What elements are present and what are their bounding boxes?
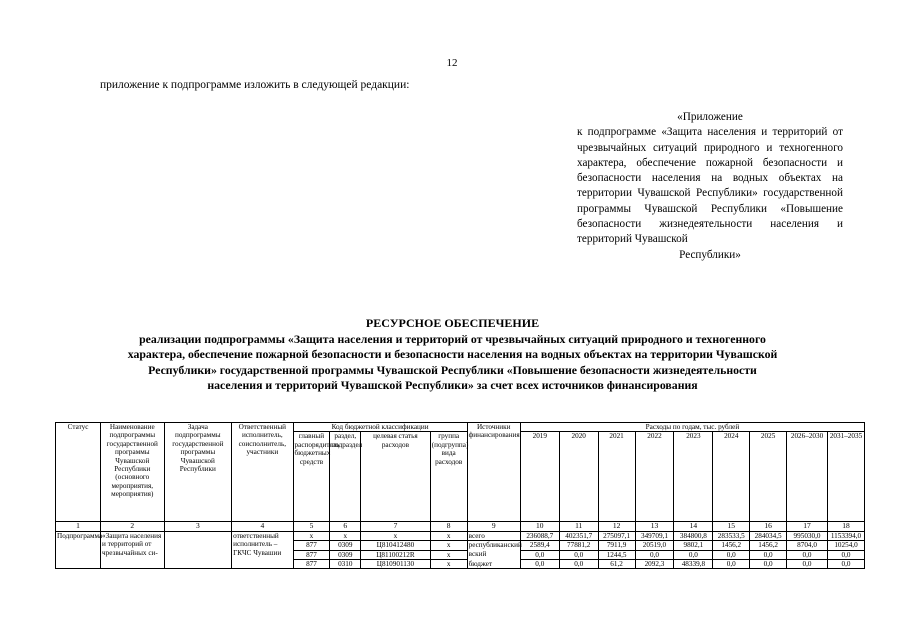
- col-num: 2: [101, 522, 164, 531]
- header-expenses: Расходы по годам, тыс. рублей: [520, 423, 864, 432]
- col-num: 11: [559, 522, 598, 531]
- col-num: 5: [293, 522, 330, 531]
- col-num: 1: [56, 522, 101, 531]
- table-row: [56, 531, 865, 540]
- value-cell: 0,0: [559, 560, 598, 569]
- col-num: 17: [787, 522, 828, 531]
- status-cell: Подпрограмма: [56, 531, 101, 569]
- source-cell: бюджет: [467, 560, 520, 569]
- header-group: группа (подгруппа) вида расходов: [430, 432, 467, 522]
- responsible-cell: ответственный исполнитель – ГКЧС Чувашии: [232, 531, 293, 569]
- value-cell: 0,0: [559, 550, 598, 559]
- appendix-block: [577, 110, 843, 263]
- target-cell: Ц810901130: [361, 560, 431, 569]
- header-year: 2023: [674, 432, 713, 522]
- value-cell: 236088,7: [520, 531, 559, 540]
- header-year: 2022: [635, 432, 674, 522]
- col-num: 6: [330, 522, 361, 531]
- value-cell: 402351,7: [559, 531, 598, 540]
- target-cell: x: [361, 531, 431, 540]
- value-cell: 9802,1: [674, 541, 713, 550]
- col-num: 7: [361, 522, 431, 531]
- task-cell: [164, 531, 232, 569]
- value-cell: 1456,2: [750, 541, 787, 550]
- value-cell: 20519,0: [635, 541, 674, 550]
- source-cell: всего: [467, 531, 520, 540]
- header-manager: главный распорядитель бюджетных средств: [293, 432, 330, 522]
- value-cell: 0,0: [750, 560, 787, 569]
- title-main: РЕСУРСНОЕ ОБЕСПЕЧЕНИЕ: [365, 316, 540, 330]
- manager-cell: 877: [293, 541, 330, 550]
- section-cell: 0310: [330, 560, 361, 569]
- col-num: 13: [635, 522, 674, 531]
- source-cell: вский: [467, 550, 520, 559]
- manager-cell: x: [293, 531, 330, 540]
- title-line-3: Республики» государственной программы Чувашской Республики «Повышение безопасности жизнедеятельности: [148, 362, 757, 377]
- title-line-1: реализации подпрограммы «Защита населения и территорий от чрезвычайных ситуаций природного и техногенного: [139, 331, 766, 346]
- target-cell: Ц810412480: [361, 541, 431, 550]
- value-cell: 0,0: [713, 550, 750, 559]
- value-cell: 2092,3: [635, 560, 674, 569]
- col-num: 12: [598, 522, 635, 531]
- value-cell: 0,0: [787, 560, 828, 569]
- header-target: целевая статья расходов: [361, 432, 431, 522]
- header-year: 2024: [713, 432, 750, 522]
- value-cell: 0,0: [828, 560, 865, 569]
- header-year: 2031–2035: [828, 432, 865, 522]
- value-cell: 284034,5: [750, 531, 787, 540]
- appendix-body: к подпрограмме «Защита населения и территорий от чрезвычайных ситуаций природного и техногенного характера, обеспечение пожарной безопасности и безопасности населения на водных объектах на территории Чувашской Республики» государственной программы Чувашской Республики «Повышение безопасности жизнедеятельности населения и территорий Чувашской: [577, 126, 843, 246]
- value-cell: 0,0: [787, 550, 828, 559]
- value-cell: 0,0: [750, 550, 787, 559]
- header-row-1: [56, 423, 865, 432]
- col-num: 3: [164, 522, 232, 531]
- value-cell: 2589,4: [520, 541, 559, 550]
- header-name: Наименование подпрограммы государственной программы Чувашской Республики (основного мероприятия, мероприятия): [101, 423, 164, 522]
- col-num: 9: [467, 522, 520, 531]
- appendix-tail: Республики»: [679, 248, 741, 261]
- col-num: 8: [430, 522, 467, 531]
- value-cell: 61,2: [598, 560, 635, 569]
- value-cell: 283533,5: [713, 531, 750, 540]
- value-cell: 0,0: [520, 560, 559, 569]
- value-cell: 0,0: [635, 550, 674, 559]
- value-cell: 48339,8: [674, 560, 713, 569]
- name-cell: «Защита населения и территорий от чрезвычайных си-: [101, 531, 164, 569]
- source-cell: республиканский: [468, 541, 522, 550]
- col-num: 15: [713, 522, 750, 531]
- manager-cell: 877: [293, 560, 330, 569]
- col-num: 10: [520, 522, 559, 531]
- section-cell: 0309: [330, 541, 361, 550]
- column-number-row: [56, 522, 865, 531]
- value-cell: 7911,9: [598, 541, 635, 550]
- header-year: 2021: [598, 432, 635, 522]
- value-cell: 0,0: [674, 550, 713, 559]
- col-num: 4: [232, 522, 293, 531]
- section-cell: x: [330, 531, 361, 540]
- value-cell: 8704,0: [787, 541, 828, 550]
- header-section: раздел, подраздел: [330, 432, 361, 522]
- header-year: 2020: [559, 432, 598, 522]
- header-status: Статус: [56, 423, 101, 522]
- appendix-head: «Приложение: [677, 111, 743, 123]
- header-budget-code: Код бюджетной классификации: [293, 423, 467, 432]
- intro-text: приложение к подпрограмме изложить в следующей редакции:: [100, 79, 410, 91]
- value-cell: 10254,0: [828, 541, 865, 550]
- title-line-2: характера, обеспечение пожарной безопасности и безопасности населения на водных объектах на территории Чувашской: [127, 347, 778, 362]
- manager-cell: 877: [293, 550, 330, 559]
- resource-table: [55, 422, 865, 569]
- header-year: 2026–2030: [787, 432, 828, 522]
- value-cell: 1244,5: [598, 550, 635, 559]
- col-num: 14: [674, 522, 713, 531]
- col-num: 18: [828, 522, 865, 531]
- target-cell: Ц81100212R: [361, 550, 431, 559]
- group-cell: x: [430, 560, 467, 569]
- col-num: 16: [750, 522, 787, 531]
- page-number: 12: [446, 57, 458, 69]
- header-year: 2019: [520, 432, 559, 522]
- value-cell: 0,0: [828, 550, 865, 559]
- header-task: Задача подпрограммы государственной программы Чувашской Республики: [164, 423, 232, 522]
- value-cell: 0,0: [520, 550, 559, 559]
- group-cell: x: [430, 550, 467, 559]
- value-cell: 0,0: [713, 560, 750, 569]
- value-cell: 384800,8: [674, 531, 713, 540]
- header-sources: Источники финансирования: [467, 423, 520, 522]
- header-responsible: Ответственный исполнитель, соисполнитель, участники: [232, 423, 293, 522]
- value-cell: 77881,2: [559, 541, 598, 550]
- value-cell: 1153394,0: [828, 531, 865, 540]
- header-year: 2025: [750, 432, 787, 522]
- value-cell: 349709,1: [635, 531, 674, 540]
- value-cell: 275097,1: [598, 531, 635, 540]
- title-line-4: населения и территорий Чувашской Республики» за счет всех источников финансирования: [207, 378, 698, 393]
- group-cell: x: [430, 531, 467, 540]
- section-cell: 0309: [330, 550, 361, 559]
- document-title: [60, 316, 845, 394]
- value-cell: 1456,2: [713, 541, 750, 550]
- value-cell: 995030,0: [787, 531, 828, 540]
- group-cell: x: [430, 541, 467, 550]
